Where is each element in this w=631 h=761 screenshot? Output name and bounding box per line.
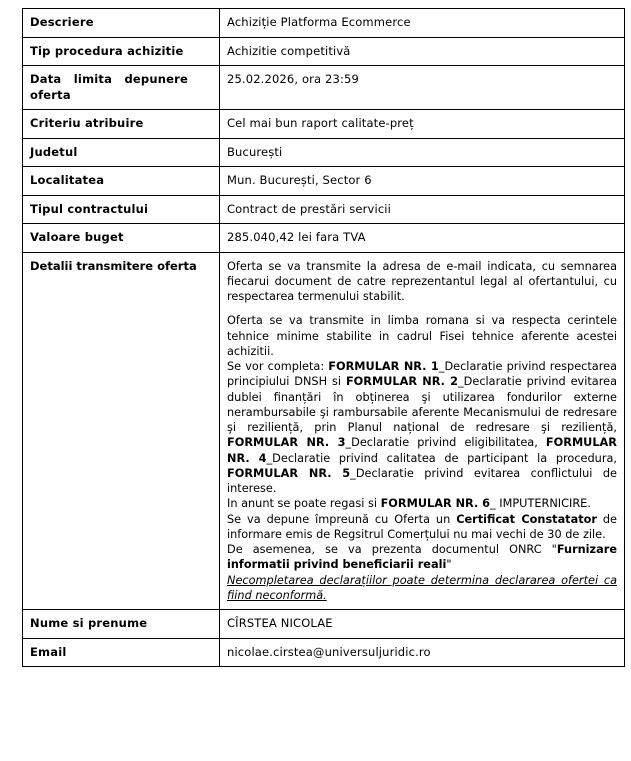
details-paragraph-3: [227, 359, 617, 496]
details-paragraph-1: Oferta se va transmite la adresa de e-mail indicata, cu semnarea fiecarui document de catre reprezentantul legal al ofertantului, cu respectarea termenului stabilit.: [227, 259, 617, 304]
form-4-label: FORMULAR NR. 4: [227, 436, 617, 465]
row-value-nume-prenume: CÎRSTEA NICOLAE: [220, 610, 625, 639]
table-row: [23, 37, 625, 66]
form-2-text: _Declaratie privind evitarea dublei finanțări în obținerea şi utilizarea fondurilor externe nerambursabile şi rambursabile aferente Mecanismului de redresare şi reziliență, prin Planul național de redresare şi reziliență,: [227, 375, 618, 435]
details-paragraph-7: Necompletarea declarațiilor poate determina declararea ofertei ca fiind neconformă.: [227, 573, 617, 602]
row-label-localitatea: Localitatea: [23, 167, 220, 196]
form-6-label: FORMULAR NR. 6: [380, 497, 491, 511]
table-row: [23, 66, 625, 110]
row-value-email: nicolae.cirstea@universuljuridic.ro: [220, 638, 625, 667]
form-6-text: _ IMPUTERNICIRE.: [490, 497, 591, 511]
form-5-label: FORMULAR NR. 5: [227, 466, 351, 480]
row-value-judetul: București: [220, 138, 625, 167]
table-body: [23, 9, 625, 667]
row-label-nume-prenume: Nume si prenume: [23, 610, 220, 639]
details-paragraph-6: [227, 542, 617, 573]
row-label-tip-procedura: Tip procedura achizitie: [23, 37, 220, 66]
details-paragraph-2: Oferta se va transmite in limba romana si va respecta cerintele tehnice minime stabilite in cadrul Fisei tehnice aferente acestei achizitii.: [227, 314, 617, 358]
form-4-text: _Declaratie privind calitatea de participant la procedura,: [266, 451, 617, 465]
row-label-email: Email: [23, 638, 220, 667]
table-row: [23, 224, 625, 253]
details-p5-pre: Se va depune împreună cu Oferta un: [227, 512, 457, 526]
row-value-valoare-buget: 285.040,42 lei fara TVA: [220, 224, 625, 253]
row-label-data-limita-text: Data limita depunere oferta: [30, 72, 188, 102]
form-5-text: _Declaratie privind evitarea conflictului de interese.: [227, 466, 617, 496]
row-label-detalii-transmitere: Detalii transmitere oferta: [23, 252, 220, 610]
certificat-constatator-label: Certificat Constatator: [456, 512, 597, 526]
row-value-detalii-transmitere: [220, 252, 625, 610]
form-3-label: FORMULAR NR. 3: [227, 436, 346, 450]
row-label-tipul-contractului: Tipul contractului: [23, 195, 220, 224]
row-value-tipul-contractului: Contract de prestări servicii: [220, 195, 625, 224]
row-value-tip-procedura: Achizitie competitivă: [220, 37, 625, 66]
details-p5-post: de informare emis de Regsitrul Comerțului nu mai vechi de 30 de zile.: [227, 512, 618, 541]
row-label-valoare-buget: Valoare buget: [23, 224, 220, 253]
row-label-data-limita: [23, 66, 220, 110]
table-row-details: [23, 252, 625, 610]
details-p3-pre: Se vor completa:: [227, 360, 329, 374]
details-paragraph-4: [227, 496, 617, 511]
table-row: [23, 167, 625, 196]
row-label-judetul: Judetul: [23, 138, 220, 167]
table-row: [23, 610, 625, 639]
table-row: [23, 138, 625, 167]
details-paragraph-5: [227, 512, 617, 543]
form-1-text: _Declaratie privind respectarea principiului DNSH si: [227, 360, 617, 389]
details-p6-pre: De asemenea, se va prezenta documentul ONRC ": [227, 543, 557, 557]
procurement-details-table: [22, 8, 625, 667]
table-row: [23, 195, 625, 224]
row-value-data-limita: 25.02.2026, ora 23:59: [220, 66, 625, 110]
table-row: [23, 638, 625, 667]
row-value-localitatea: Mun. București, Sector 6: [220, 167, 625, 196]
row-label-descriere: Descriere: [23, 9, 220, 38]
table-row: [23, 9, 625, 38]
row-value-descriere: Achiziție Platforma Ecommerce: [220, 9, 625, 38]
table-row: [23, 110, 625, 139]
row-value-criteriu: Cel mai bun raport calitate-preț: [220, 110, 625, 139]
form-3-text: _Declaratie privind eligibilitatea,: [345, 436, 546, 450]
details-p4-pre: In anunt se poate regasi si: [227, 497, 381, 511]
form-1-label: FORMULAR NR. 1: [328, 360, 439, 374]
details-p6-post: ": [446, 558, 452, 572]
furnizare-informatii-label: Furnizare informatii privind beneficiarii reali: [227, 543, 617, 572]
row-label-criteriu: Criteriu atribuire: [23, 110, 220, 139]
form-2-label: FORMULAR NR. 2: [345, 375, 459, 389]
